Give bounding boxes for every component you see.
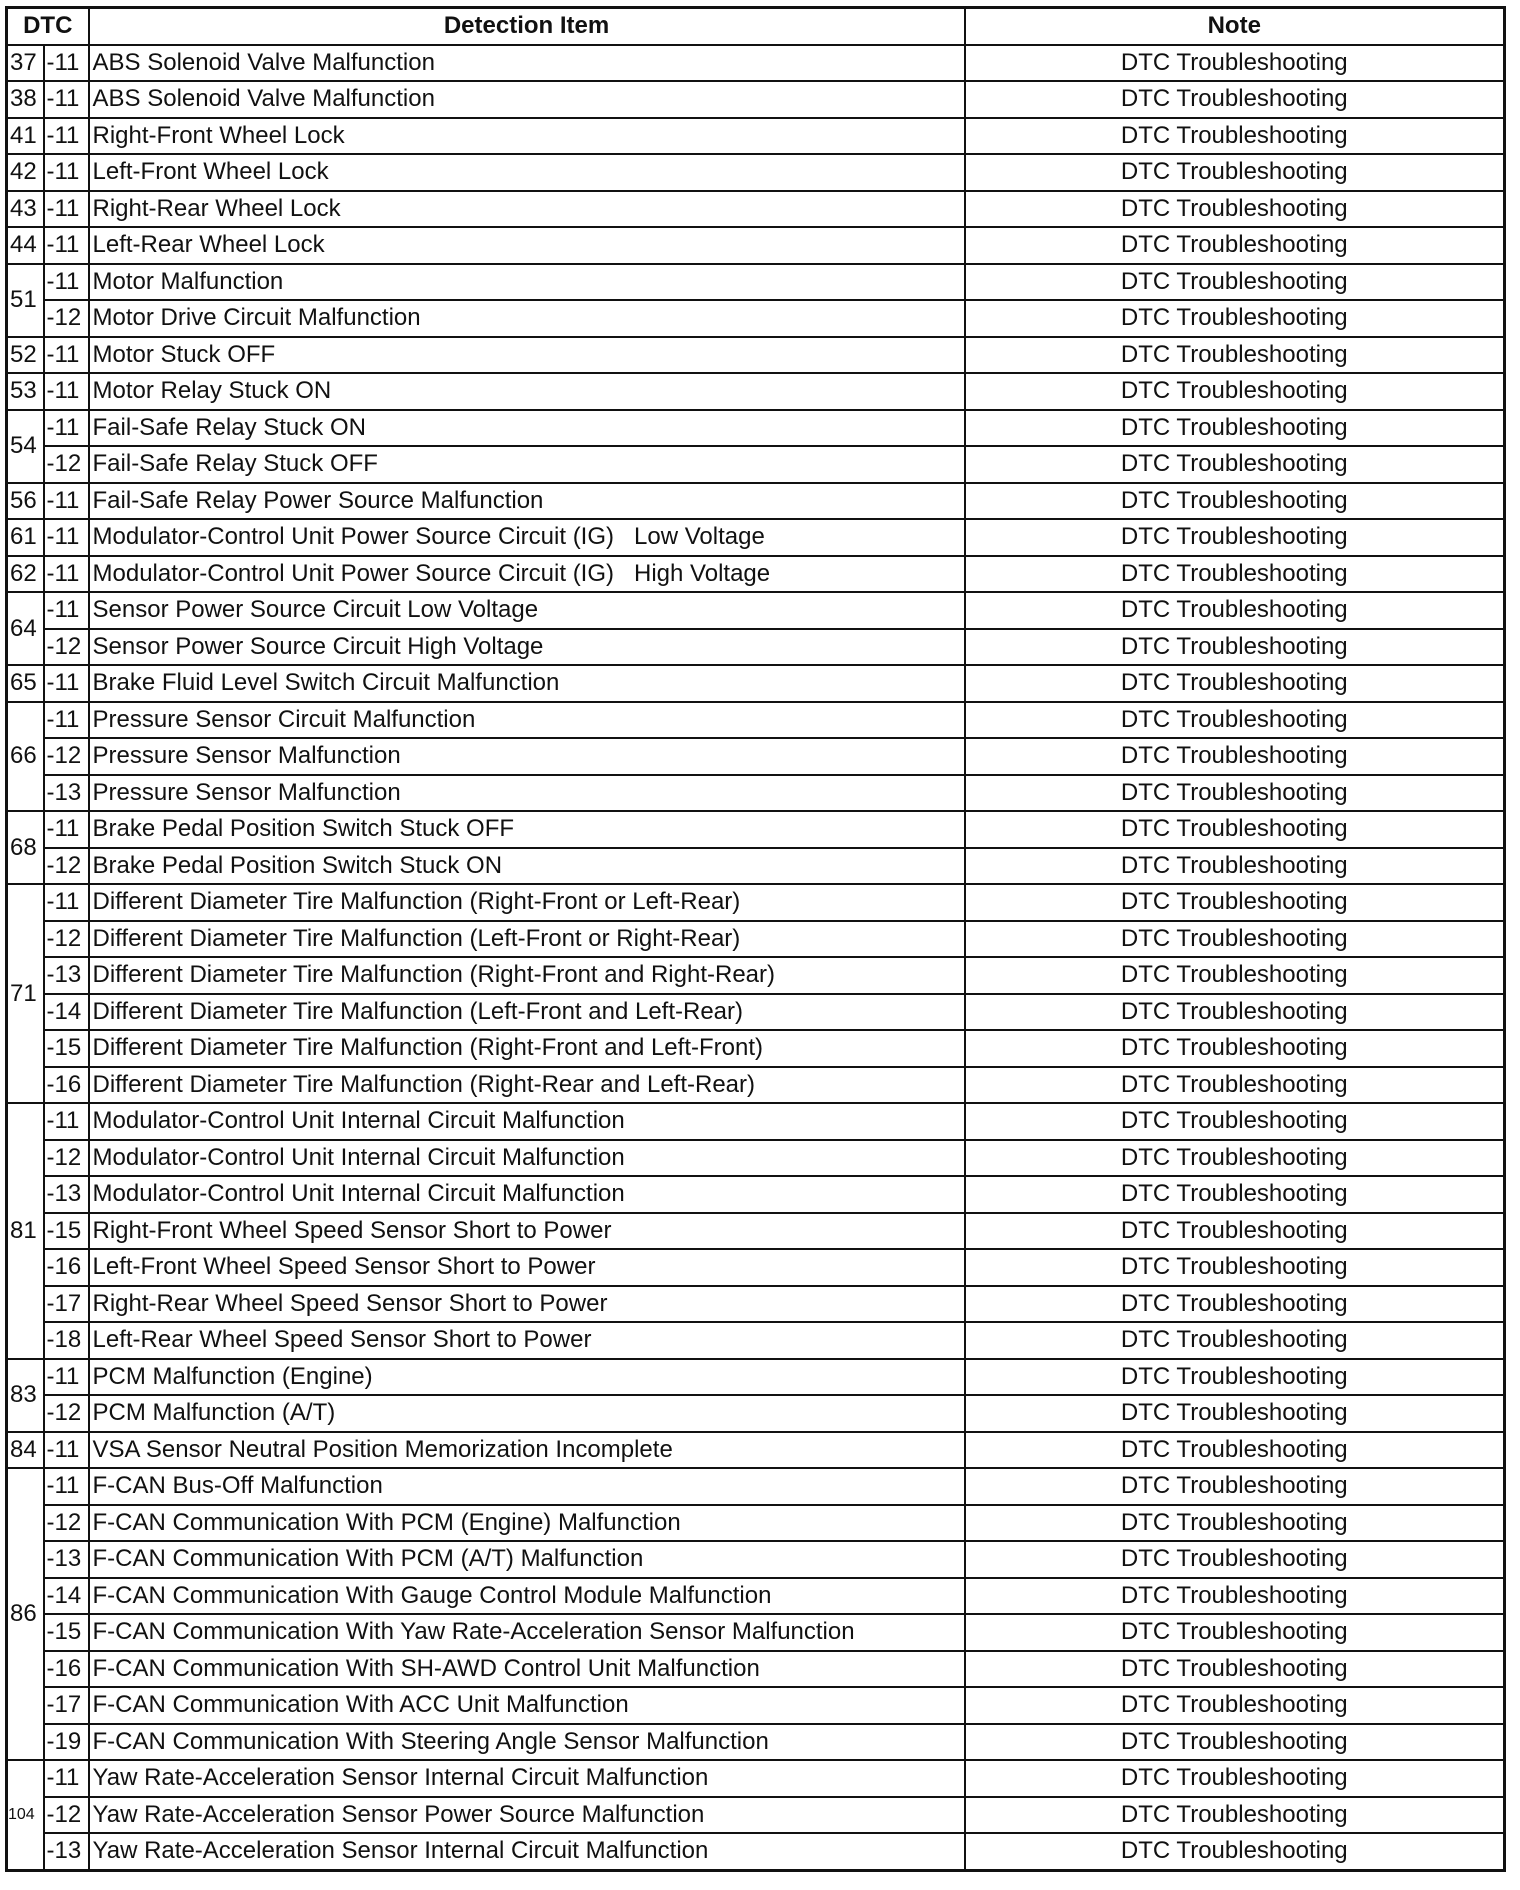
detection-item: Yaw Rate-Acceleration Sensor Internal Circuit Malfunction: [89, 1833, 965, 1870]
note-cell: DTC Troubleshooting: [965, 1286, 1505, 1323]
table-row: [7, 1541, 1505, 1578]
dtc-sub-code: -16: [44, 1249, 89, 1286]
dtc-sub-code: -16: [44, 1651, 89, 1688]
table-row: [7, 811, 1505, 848]
dtc-main-code: 66: [7, 702, 44, 812]
detection-item: Left-Rear Wheel Speed Sensor Short to Power: [89, 1322, 965, 1359]
dtc-main-code: 86: [7, 1468, 44, 1760]
dtc-sub-code: -11: [44, 227, 89, 264]
note-cell: DTC Troubleshooting: [965, 1067, 1505, 1104]
dtc-sub-code: -11: [44, 592, 89, 629]
dtc-main-code: 68: [7, 811, 44, 884]
dtc-sub-code: -11: [44, 1432, 89, 1469]
dtc-sub-code: -13: [44, 1541, 89, 1578]
dtc-sub-code: -11: [44, 118, 89, 155]
detection-item: ABS Solenoid Valve Malfunction: [89, 45, 965, 82]
table-row: [7, 118, 1505, 155]
table-row: [7, 1651, 1505, 1688]
table-row: [7, 1030, 1505, 1067]
detection-item: Brake Pedal Position Switch Stuck ON: [89, 848, 965, 885]
table-row: [7, 1724, 1505, 1761]
detection-item: Right-Rear Wheel Speed Sensor Short to Power: [89, 1286, 965, 1323]
note-cell: DTC Troubleshooting: [965, 191, 1505, 228]
note-cell: DTC Troubleshooting: [965, 337, 1505, 374]
note-cell: DTC Troubleshooting: [965, 483, 1505, 520]
dtc-main-code: 81: [7, 1103, 44, 1359]
dtc-sub-code: -12: [44, 446, 89, 483]
detection-item: Sensor Power Source Circuit High Voltage: [89, 629, 965, 666]
detection-item: F-CAN Communication With PCM (A/T) Malfunction: [89, 1541, 965, 1578]
dtc-main-code: 38: [7, 81, 44, 118]
dtc-main-code: 44: [7, 227, 44, 264]
table-row: [7, 1322, 1505, 1359]
note-cell: DTC Troubleshooting: [965, 665, 1505, 702]
dtc-main-code: 41: [7, 118, 44, 155]
table-row: [7, 738, 1505, 775]
detection-item: Brake Fluid Level Switch Circuit Malfunction: [89, 665, 965, 702]
table-row: [7, 154, 1505, 191]
note-cell: DTC Troubleshooting: [965, 1359, 1505, 1396]
table-row: [7, 592, 1505, 629]
note-cell: DTC Troubleshooting: [965, 1833, 1505, 1870]
detection-item: Yaw Rate-Acceleration Sensor Power Source Malfunction: [89, 1797, 965, 1834]
dtc-sub-code: -19: [44, 1724, 89, 1761]
table-row: [7, 1833, 1505, 1870]
dtc-sub-code: -13: [44, 957, 89, 994]
table-row: [7, 410, 1505, 447]
note-cell: DTC Troubleshooting: [965, 1505, 1505, 1542]
detection-item: Motor Drive Circuit Malfunction: [89, 300, 965, 337]
detection-item: Right-Front Wheel Lock: [89, 118, 965, 155]
dtc-sub-code: -15: [44, 1213, 89, 1250]
dtc-sub-code: -12: [44, 1505, 89, 1542]
dtc-sub-code: -11: [44, 191, 89, 228]
note-cell: DTC Troubleshooting: [965, 1249, 1505, 1286]
table-row: [7, 45, 1505, 82]
table-row: [7, 775, 1505, 812]
table-row: [7, 483, 1505, 520]
table-row: [7, 81, 1505, 118]
dtc-sub-code: -11: [44, 811, 89, 848]
dtc-main-code: 54: [7, 410, 44, 483]
detection-item: PCM Malfunction (A/T): [89, 1395, 965, 1432]
header-dtc: DTC: [7, 8, 89, 45]
table-row: [7, 227, 1505, 264]
table-row: [7, 191, 1505, 228]
detection-item: Brake Pedal Position Switch Stuck OFF: [89, 811, 965, 848]
table-row: [7, 1213, 1505, 1250]
table-row: [7, 1249, 1505, 1286]
dtc-main-code: 52: [7, 337, 44, 374]
table-row: [7, 519, 1505, 556]
table-row: [7, 1395, 1505, 1432]
dtc-main-code: 104: [7, 1760, 44, 1870]
detection-item: F-CAN Bus-Off Malfunction: [89, 1468, 965, 1505]
note-cell: DTC Troubleshooting: [965, 1103, 1505, 1140]
table-row: [7, 1505, 1505, 1542]
detection-item: Right-Front Wheel Speed Sensor Short to Power: [89, 1213, 965, 1250]
detection-item: F-CAN Communication With ACC Unit Malfunction: [89, 1687, 965, 1724]
table-row: [7, 337, 1505, 374]
table-row: [7, 373, 1505, 410]
header-detection-item: Detection Item: [89, 8, 965, 45]
dtc-sub-code: -11: [44, 483, 89, 520]
detection-item: F-CAN Communication With PCM (Engine) Malfunction: [89, 1505, 965, 1542]
table-row: [7, 1286, 1505, 1323]
note-cell: DTC Troubleshooting: [965, 227, 1505, 264]
table-row: [7, 957, 1505, 994]
dtc-main-code: 37: [7, 45, 44, 82]
note-cell: DTC Troubleshooting: [965, 1432, 1505, 1469]
dtc-sub-code: -18: [44, 1322, 89, 1359]
table-row: [7, 702, 1505, 739]
detection-item: Different Diameter Tire Malfunction (Right-Front or Left-Rear): [89, 884, 965, 921]
detection-item: Different Diameter Tire Malfunction (Left-Front or Right-Rear): [89, 921, 965, 958]
detection-item: Modulator-Control Unit Internal Circuit Malfunction: [89, 1103, 965, 1140]
dtc-sub-code: -13: [44, 775, 89, 812]
dtc-sub-code: -11: [44, 337, 89, 374]
detection-item: Fail-Safe Relay Stuck OFF: [89, 446, 965, 483]
table-row: [7, 1468, 1505, 1505]
table-row: [7, 1578, 1505, 1615]
table-row: [7, 1176, 1505, 1213]
note-cell: DTC Troubleshooting: [965, 629, 1505, 666]
dtc-sub-code: -12: [44, 300, 89, 337]
note-cell: DTC Troubleshooting: [965, 775, 1505, 812]
dtc-sub-code: -17: [44, 1286, 89, 1323]
detection-item: Motor Stuck OFF: [89, 337, 965, 374]
detection-item: Left-Rear Wheel Lock: [89, 227, 965, 264]
dtc-sub-code: -14: [44, 994, 89, 1031]
dtc-sub-code: -12: [44, 921, 89, 958]
note-cell: DTC Troubleshooting: [965, 1030, 1505, 1067]
dtc-sub-code: -11: [44, 556, 89, 593]
note-cell: DTC Troubleshooting: [965, 1395, 1505, 1432]
note-cell: DTC Troubleshooting: [965, 300, 1505, 337]
note-cell: DTC Troubleshooting: [965, 45, 1505, 82]
detection-item: Different Diameter Tire Malfunction (Right-Front and Right-Rear): [89, 957, 965, 994]
note-cell: DTC Troubleshooting: [965, 1140, 1505, 1177]
detection-item: Different Diameter Tire Malfunction (Left-Front and Left-Rear): [89, 994, 965, 1031]
dtc-sub-code: -11: [44, 702, 89, 739]
table-row: [7, 1614, 1505, 1651]
dtc-sub-code: -17: [44, 1687, 89, 1724]
dtc-sub-code: -11: [44, 154, 89, 191]
detection-item: Modulator-Control Unit Power Source Circuit (IG) High Voltage: [89, 556, 965, 593]
table-row: [7, 1140, 1505, 1177]
dtc-main-code: 61: [7, 519, 44, 556]
dtc-sub-code: -11: [44, 519, 89, 556]
note-cell: DTC Troubleshooting: [965, 1797, 1505, 1834]
table-row: [7, 1432, 1505, 1469]
dtc-table: [5, 6, 1506, 1872]
table-row: [7, 1103, 1505, 1140]
dtc-sub-code: -15: [44, 1030, 89, 1067]
note-cell: DTC Troubleshooting: [965, 1213, 1505, 1250]
note-cell: DTC Troubleshooting: [965, 373, 1505, 410]
note-cell: DTC Troubleshooting: [965, 81, 1505, 118]
dtc-main-code: 71: [7, 884, 44, 1103]
dtc-sub-code: -11: [44, 373, 89, 410]
dtc-sub-code: -11: [44, 1760, 89, 1797]
note-cell: DTC Troubleshooting: [965, 884, 1505, 921]
dtc-main-code: 53: [7, 373, 44, 410]
table-row: [7, 884, 1505, 921]
dtc-sub-code: -16: [44, 1067, 89, 1104]
dtc-sub-code: -11: [44, 81, 89, 118]
detection-item: Fail-Safe Relay Stuck ON: [89, 410, 965, 447]
dtc-sub-code: -12: [44, 629, 89, 666]
dtc-sub-code: -15: [44, 1614, 89, 1651]
dtc-main-code: 51: [7, 264, 44, 337]
note-cell: DTC Troubleshooting: [965, 921, 1505, 958]
table-row: [7, 1760, 1505, 1797]
note-cell: DTC Troubleshooting: [965, 957, 1505, 994]
table-header-row: [7, 8, 1505, 45]
dtc-sub-code: -12: [44, 1140, 89, 1177]
detection-item: Pressure Sensor Malfunction: [89, 738, 965, 775]
dtc-sub-code: -11: [44, 1103, 89, 1140]
note-cell: DTC Troubleshooting: [965, 592, 1505, 629]
table-row: [7, 556, 1505, 593]
detection-item: Pressure Sensor Malfunction: [89, 775, 965, 812]
detection-item: Motor Relay Stuck ON: [89, 373, 965, 410]
detection-item: F-CAN Communication With Steering Angle Sensor Malfunction: [89, 1724, 965, 1761]
header-note: Note: [965, 8, 1505, 45]
dtc-sub-code: -12: [44, 848, 89, 885]
table-row: [7, 848, 1505, 885]
dtc-main-code: 84: [7, 1432, 44, 1469]
table-row: [7, 921, 1505, 958]
table-row: [7, 1359, 1505, 1396]
detection-item: Motor Malfunction: [89, 264, 965, 301]
note-cell: DTC Troubleshooting: [965, 154, 1505, 191]
note-cell: DTC Troubleshooting: [965, 702, 1505, 739]
table-row: [7, 264, 1505, 301]
table-row: [7, 1067, 1505, 1104]
detection-item: Different Diameter Tire Malfunction (Right-Rear and Left-Rear): [89, 1067, 965, 1104]
dtc-main-code: 56: [7, 483, 44, 520]
dtc-sub-code: -11: [44, 410, 89, 447]
note-cell: DTC Troubleshooting: [965, 446, 1505, 483]
detection-item: VSA Sensor Neutral Position Memorization Incomplete: [89, 1432, 965, 1469]
dtc-sub-code: -14: [44, 1578, 89, 1615]
detection-item: F-CAN Communication With SH-AWD Control Unit Malfunction: [89, 1651, 965, 1688]
dtc-sub-code: -12: [44, 1797, 89, 1834]
note-cell: DTC Troubleshooting: [965, 1468, 1505, 1505]
note-cell: DTC Troubleshooting: [965, 811, 1505, 848]
note-cell: DTC Troubleshooting: [965, 1541, 1505, 1578]
detection-item: F-CAN Communication With Gauge Control Module Malfunction: [89, 1578, 965, 1615]
dtc-sub-code: -11: [44, 264, 89, 301]
note-cell: DTC Troubleshooting: [965, 410, 1505, 447]
note-cell: DTC Troubleshooting: [965, 1760, 1505, 1797]
dtc-main-code: 83: [7, 1359, 44, 1432]
dtc-sub-code: -11: [44, 1468, 89, 1505]
note-cell: DTC Troubleshooting: [965, 519, 1505, 556]
dtc-sub-code: -11: [44, 884, 89, 921]
detection-item: Sensor Power Source Circuit Low Voltage: [89, 592, 965, 629]
detection-item: Different Diameter Tire Malfunction (Right-Front and Left-Front): [89, 1030, 965, 1067]
table-row: [7, 1797, 1505, 1834]
note-cell: DTC Troubleshooting: [965, 1176, 1505, 1213]
dtc-main-code: 43: [7, 191, 44, 228]
table-body: [7, 45, 1505, 1871]
table-row: [7, 629, 1505, 666]
detection-item: Modulator-Control Unit Power Source Circuit (IG) Low Voltage: [89, 519, 965, 556]
dtc-sub-code: -12: [44, 1395, 89, 1432]
note-cell: DTC Troubleshooting: [965, 264, 1505, 301]
table-row: [7, 300, 1505, 337]
dtc-sub-code: -11: [44, 45, 89, 82]
note-cell: DTC Troubleshooting: [965, 1614, 1505, 1651]
note-cell: DTC Troubleshooting: [965, 1322, 1505, 1359]
note-cell: DTC Troubleshooting: [965, 556, 1505, 593]
note-cell: DTC Troubleshooting: [965, 994, 1505, 1031]
detection-item: PCM Malfunction (Engine): [89, 1359, 965, 1396]
note-cell: DTC Troubleshooting: [965, 1651, 1505, 1688]
dtc-main-code: 42: [7, 154, 44, 191]
note-cell: DTC Troubleshooting: [965, 118, 1505, 155]
detection-item: Modulator-Control Unit Internal Circuit Malfunction: [89, 1140, 965, 1177]
note-cell: DTC Troubleshooting: [965, 1687, 1505, 1724]
note-cell: DTC Troubleshooting: [965, 738, 1505, 775]
detection-item: F-CAN Communication With Yaw Rate-Acceleration Sensor Malfunction: [89, 1614, 965, 1651]
detection-item: Modulator-Control Unit Internal Circuit Malfunction: [89, 1176, 965, 1213]
note-cell: DTC Troubleshooting: [965, 1578, 1505, 1615]
detection-item: Right-Rear Wheel Lock: [89, 191, 965, 228]
detection-item: Yaw Rate-Acceleration Sensor Internal Circuit Malfunction: [89, 1760, 965, 1797]
dtc-sub-code: -11: [44, 665, 89, 702]
detection-item: Left-Front Wheel Lock: [89, 154, 965, 191]
dtc-sub-code: -13: [44, 1176, 89, 1213]
detection-item: ABS Solenoid Valve Malfunction: [89, 81, 965, 118]
table-row: [7, 994, 1505, 1031]
dtc-main-code: 65: [7, 665, 44, 702]
dtc-sub-code: -11: [44, 1359, 89, 1396]
detection-item: Pressure Sensor Circuit Malfunction: [89, 702, 965, 739]
note-cell: DTC Troubleshooting: [965, 1724, 1505, 1761]
detection-item: Fail-Safe Relay Power Source Malfunction: [89, 483, 965, 520]
table-row: [7, 446, 1505, 483]
dtc-sub-code: -13: [44, 1833, 89, 1870]
table-row: [7, 665, 1505, 702]
table-row: [7, 1687, 1505, 1724]
dtc-sub-code: -12: [44, 738, 89, 775]
dtc-main-code: 64: [7, 592, 44, 665]
note-cell: DTC Troubleshooting: [965, 848, 1505, 885]
detection-item: Left-Front Wheel Speed Sensor Short to Power: [89, 1249, 965, 1286]
dtc-main-code: 62: [7, 556, 44, 593]
